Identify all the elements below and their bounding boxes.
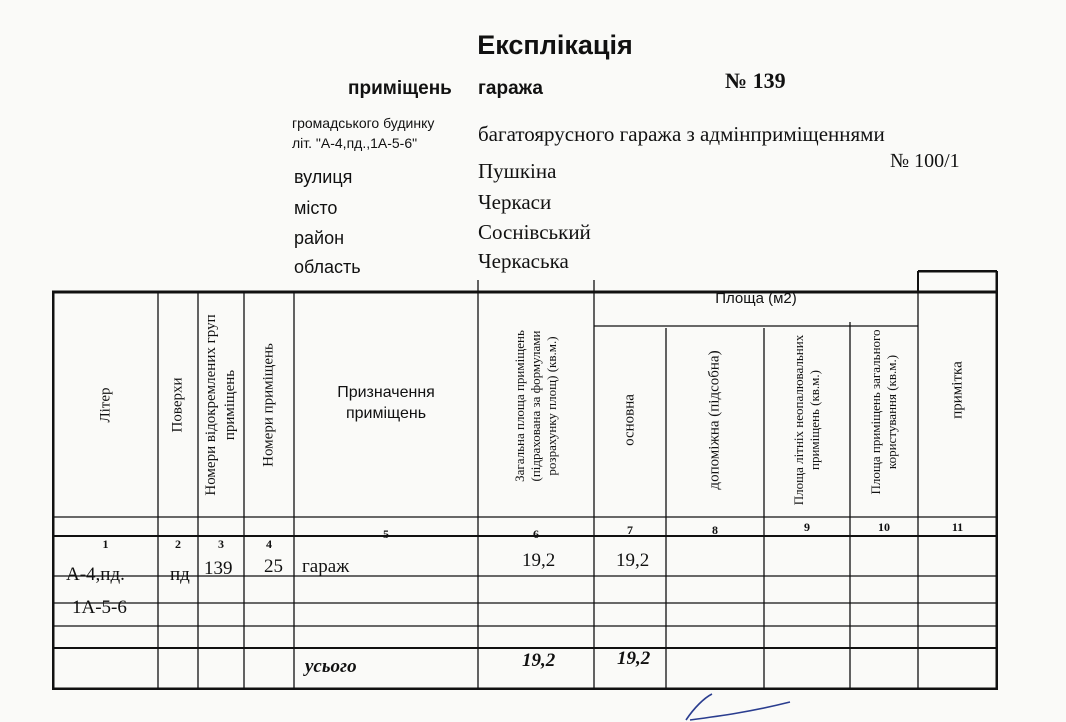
col-header-note: примітка bbox=[949, 361, 966, 419]
col-header-floors: Поверхи bbox=[169, 377, 186, 433]
col-number: 5 bbox=[383, 527, 389, 541]
col-number: 8 bbox=[712, 523, 718, 537]
city-label: місто bbox=[294, 198, 338, 218]
col-number: 7 bbox=[627, 523, 633, 537]
building-value: багатоярусного гаража з адмінприміщеннями bbox=[478, 122, 885, 146]
col-header-liter: Літер bbox=[97, 387, 114, 423]
total-label: усього bbox=[305, 656, 357, 677]
district-value: Соснівський bbox=[478, 220, 591, 244]
subtitle-label: приміщень bbox=[348, 78, 452, 99]
row1-room: 25 bbox=[264, 556, 283, 577]
area-group-header: Площа (м2) bbox=[715, 290, 797, 307]
col-header-room-numbers: Номери приміщень bbox=[260, 343, 277, 467]
street-label: вулиця bbox=[294, 167, 353, 187]
col-number: 2 bbox=[175, 537, 181, 551]
col-number: 1 bbox=[102, 537, 109, 551]
region-value: Черкаська bbox=[478, 249, 569, 273]
col-header-group-numbers: Номери відокремлених груп приміщень bbox=[203, 314, 238, 496]
explication-number: № 139 bbox=[725, 68, 786, 93]
col-header-purpose: Призначення приміщень bbox=[337, 384, 435, 422]
explication-table bbox=[52, 270, 998, 690]
row1-purpose: гараж bbox=[302, 556, 350, 577]
region-label: область bbox=[294, 257, 361, 277]
row1-liter: А-4,пд. bbox=[66, 564, 125, 585]
col-header-main: основна bbox=[621, 394, 638, 446]
col-number: 9 bbox=[804, 520, 810, 534]
col-number: 11 bbox=[951, 520, 964, 534]
building-label-line2: літ. "А-4,пд.,1А-5-6" bbox=[292, 135, 418, 151]
row1-main-area: 19,2 bbox=[616, 550, 650, 571]
col-header-common-area: Площа приміщень загального користування (кв.м.) bbox=[868, 329, 899, 495]
col-number: 6 bbox=[533, 527, 539, 541]
city-value: Черкаси bbox=[478, 190, 552, 214]
street-value: Пушкіна bbox=[478, 159, 557, 183]
col-number: 10 bbox=[878, 520, 890, 534]
row1-total-area: 19,2 bbox=[522, 550, 556, 571]
col-number: 3 bbox=[218, 537, 224, 551]
signature-mark bbox=[650, 690, 810, 722]
district-label: район bbox=[294, 228, 345, 248]
col-header-total-area: Загальна площа приміщень (підрахована за формулами розрахунку площ) (кв.м.) bbox=[512, 330, 559, 482]
row1-floor: пд bbox=[170, 564, 190, 585]
row2-liter: 1А-5-6 bbox=[72, 597, 127, 618]
row1-group: 139 bbox=[204, 558, 233, 579]
total-main-area: 19,2 bbox=[617, 648, 651, 669]
col-number: 4 bbox=[266, 537, 272, 551]
building-label-line1: громадського будинку bbox=[292, 115, 435, 131]
subtitle-value: гаража bbox=[478, 78, 543, 99]
col-header-summer-area: Площа літніх неопалювальних приміщень (кв.м.) bbox=[791, 334, 822, 506]
total-area: 19,2 bbox=[522, 650, 556, 671]
building-number: № 100/1 bbox=[890, 150, 960, 172]
col-header-auxiliary: допоміжна (підсобна) bbox=[706, 350, 723, 490]
document-title: Експлікація bbox=[477, 30, 633, 60]
building-label bbox=[292, 113, 434, 153]
